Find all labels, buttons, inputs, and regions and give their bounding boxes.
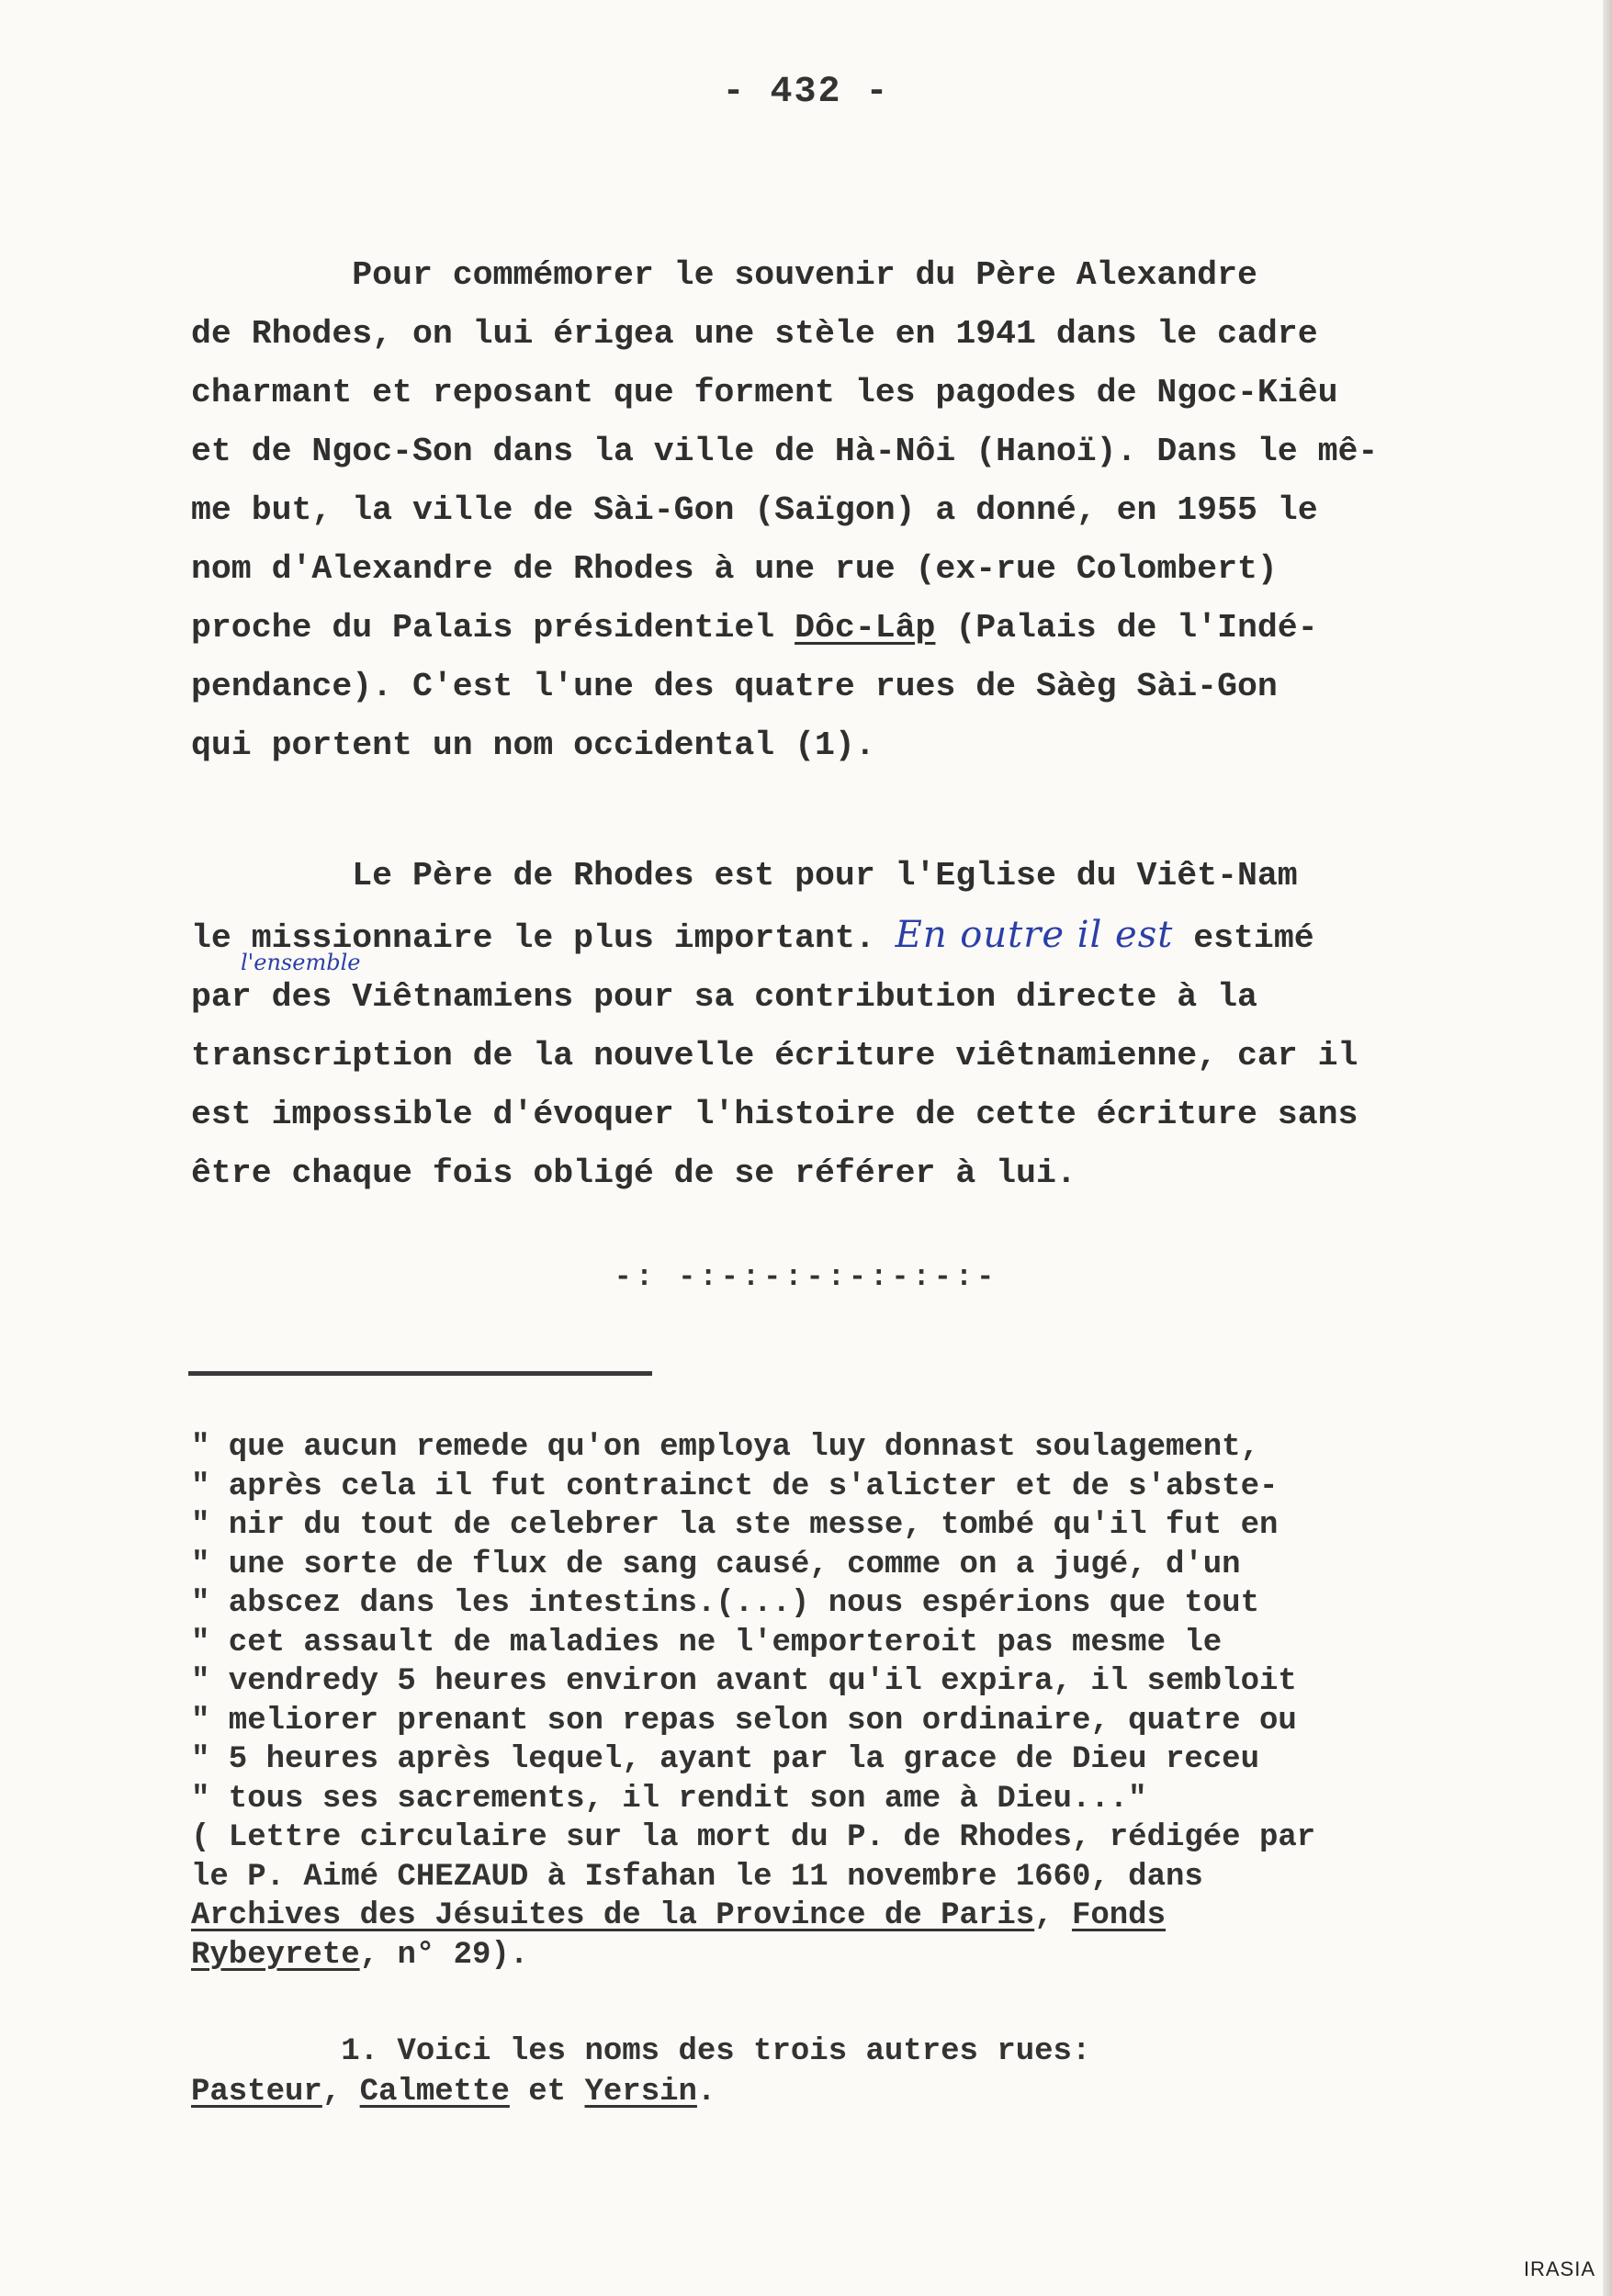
footnote-quote [191, 1428, 1550, 1975]
footnote-line: " meliorer prenant son repas selon son ordinaire, quatre ou [191, 1703, 1297, 1739]
footnote-line: " vendredy 5 heures environ avant qu'il expira, il sembloit [191, 1664, 1297, 1699]
text-line: transcription de la nouvelle écriture viêtnamienne, car il [191, 1037, 1358, 1075]
paragraph-2 [191, 847, 1560, 1203]
underlined-fonds-name: Rybeyrete [191, 1937, 360, 1973]
text-line: par des Viêtnamiens pour sa contribution directe à la [191, 978, 1257, 1016]
text-line: Pour commémorer le souvenir du Père Alexandre [191, 256, 1257, 294]
footnote-line: ( Lettre circulaire sur la mort du P. de Rhodes, rédigée par [191, 1820, 1316, 1855]
underlined-place-name: Dôc-Lâp [795, 609, 936, 647]
footnote-line: " 5 heures après lequel, ayant par la grace de Dieu receu [191, 1742, 1259, 1777]
footnote-line: " nir du tout de celebrer la ste messe, tombé qu'il fut en [191, 1508, 1279, 1543]
text-segment: , [321, 2075, 360, 2110]
footnote-1 [191, 2032, 1090, 2112]
footnote-rule [188, 1371, 652, 1376]
text-line [191, 599, 1560, 658]
text-segment: , [1034, 1898, 1072, 1933]
text-line: être chaque fois obligé de se référer à lui. [191, 1154, 1077, 1192]
page-edge [1603, 0, 1612, 2296]
text-segment: et [509, 2075, 585, 2110]
text-line: charmant et reposant que forment les pagodes de Ngoc-Kiêu [191, 374, 1338, 411]
text-segment: proche du Palais présidentiel [191, 609, 795, 647]
handwritten-annotation-small: l'ensemble [241, 950, 361, 975]
footnote-line [191, 1896, 1550, 1936]
street-name: Yersin [584, 2075, 697, 2110]
underlined-fonds: Fonds [1071, 1898, 1166, 1933]
footnote-line: " abscez dans les intestins.(...) nous espérions que tout [191, 1586, 1259, 1621]
paragraph-1 [191, 246, 1560, 775]
text-line: Le Père de Rhodes est pour l'Eglise du Viêt-Nam [191, 857, 1298, 895]
page-number: - 432 - [722, 72, 890, 113]
text-line [191, 906, 1560, 968]
footnote-line: " tous ses sacrements, il rendit son ame à Dieu..." [191, 1781, 1147, 1817]
footnote-line: 1. Voici les noms des trois autres rues: [191, 2034, 1091, 2069]
handwritten-annotation: En outre il est [895, 914, 1174, 956]
text-line: me but, la ville de Sài-Gon (Saïgon) a donné, en 1955 le [191, 491, 1318, 529]
footnote-line: " cet assault de maladies ne l'emporteroit pas mesme le [191, 1625, 1223, 1660]
text-segment: (Palais de l'Indé- [935, 609, 1318, 647]
text-line: pendance). C'est l'une des quatre rues de Sàèg Sài-Gon [191, 668, 1278, 705]
street-name: Pasteur [191, 2075, 322, 2110]
text-line: nom d'Alexandre de Rhodes à une rue (ex-rue Colombert) [191, 550, 1278, 588]
footnote-line: " après cela il fut contrainct de s'alicter et de s'abste- [191, 1469, 1279, 1504]
footnote-line [191, 1936, 1550, 1975]
text-line: de Rhodes, on lui érigea une stèle en 1941 dans le cadre [191, 315, 1318, 353]
text-segment: le missionnaire le plus important. [191, 919, 896, 957]
underlined-archive-title: Archives des Jésuites de la Province de Paris [191, 1898, 1035, 1933]
section-separator: -: -:-:-:-:-:-:-:- [614, 1260, 998, 1294]
text-line: qui portent un nom occidental (1). [191, 726, 875, 764]
watermark: IRASIA [1523, 2257, 1595, 2280]
text-segment: , n° 29). [359, 1937, 529, 1973]
footnote-line [191, 2072, 1090, 2112]
footnote-line: " que aucun remede qu'on employa luy donnast soulagement, [191, 1430, 1259, 1465]
street-name: Calmette [359, 2075, 510, 2110]
text-segment: . [696, 2075, 716, 2110]
footnote-line: le P. Aimé CHEZAUD à Isfahan le 11 novembre 1660, dans [191, 1859, 1203, 1895]
text-segment: estimé [1173, 919, 1314, 957]
footnote-line: " une sorte de flux de sang causé, comme on a jugé, d'un [191, 1547, 1241, 1582]
text-line: et de Ngoc-Son dans la ville de Hà-Nôi (Hanoï). Dans le mê- [191, 433, 1379, 470]
text-line: est impossible d'évoquer l'histoire de cette écriture sans [191, 1096, 1358, 1133]
